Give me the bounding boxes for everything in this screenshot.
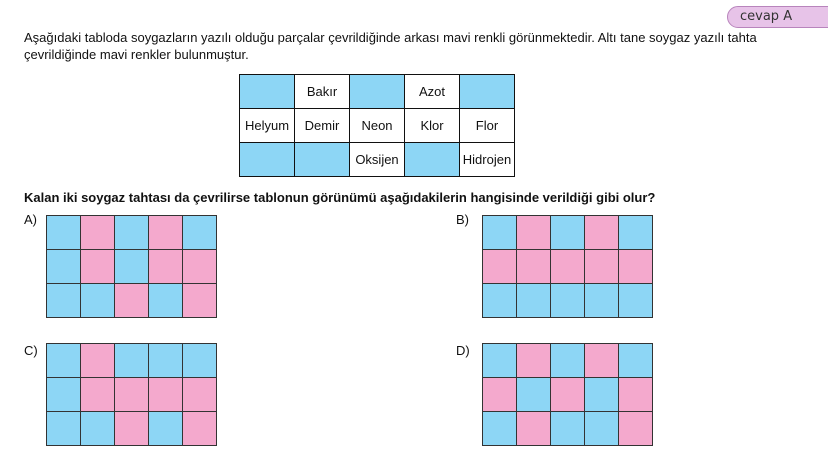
table-cell: Hidrojen — [460, 143, 515, 177]
grid-cell-blue — [517, 284, 551, 318]
grid-cell-pink — [115, 284, 149, 318]
grid-cell-blue — [619, 284, 653, 318]
table-cell — [405, 143, 460, 177]
grid-row — [483, 412, 653, 446]
option-d-label: D) — [456, 343, 470, 358]
grid-cell-pink — [183, 250, 217, 284]
option-a-grid[interactable] — [46, 215, 217, 318]
grid-cell-blue — [619, 344, 653, 378]
table-cell — [240, 75, 295, 109]
option-d-grid[interactable] — [482, 343, 653, 446]
grid-cell-pink — [483, 378, 517, 412]
grid-cell-pink — [551, 378, 585, 412]
grid-row — [483, 250, 653, 284]
grid-row — [47, 250, 217, 284]
grid-cell-pink — [619, 250, 653, 284]
grid-cell-blue — [149, 344, 183, 378]
grid-cell-blue — [115, 216, 149, 250]
grid-cell-pink — [585, 216, 619, 250]
grid-cell-blue — [183, 216, 217, 250]
option-c-grid[interactable] — [46, 343, 217, 446]
grid-cell-pink — [517, 412, 551, 446]
grid-cell-pink — [81, 344, 115, 378]
grid-cell-pink — [517, 250, 551, 284]
grid-cell-blue — [81, 412, 115, 446]
grid-cell-blue — [47, 216, 81, 250]
element-table — [239, 74, 515, 177]
grid-cell-pink — [183, 284, 217, 318]
grid-cell-pink — [115, 378, 149, 412]
grid-row — [483, 284, 653, 318]
grid-cell-pink — [183, 378, 217, 412]
grid-cell-pink — [517, 216, 551, 250]
grid-cell-pink — [517, 344, 551, 378]
grid-cell-pink — [585, 344, 619, 378]
grid-row — [47, 216, 217, 250]
grid-cell-blue — [551, 216, 585, 250]
grid-cell-pink — [619, 378, 653, 412]
table-cell — [460, 75, 515, 109]
grid-cell-blue — [47, 284, 81, 318]
table-row — [240, 109, 515, 143]
grid-cell-pink — [81, 216, 115, 250]
option-b-grid[interactable] — [482, 215, 653, 318]
question-text: Kalan iki soygaz tahtası da çevrilirse tablonun görünümü aşağıdakilerin hangisinde verildiği gibi olur? — [24, 190, 656, 205]
table-cell: Neon — [350, 109, 405, 143]
grid-cell-blue — [115, 250, 149, 284]
grid-cell-pink — [81, 378, 115, 412]
grid-row — [47, 378, 217, 412]
grid-cell-blue — [183, 344, 217, 378]
table-cell: Demir — [295, 109, 350, 143]
grid-cell-blue — [483, 344, 517, 378]
intro-text: Aşağıdaki tabloda soygazların yazılı olduğu parçalar çevrildiğinde arkası mavi renkli görünmektedir. Altı tane soygaz yazılı tahta çevrildiğinde mavi renkler bulunmuştur. — [24, 30, 757, 62]
table-row — [240, 143, 515, 177]
grid-cell-blue — [483, 216, 517, 250]
grid-cell-blue — [619, 216, 653, 250]
grid-row — [483, 378, 653, 412]
grid-cell-pink — [149, 216, 183, 250]
grid-cell-blue — [551, 284, 585, 318]
grid-cell-blue — [551, 412, 585, 446]
grid-cell-blue — [149, 412, 183, 446]
grid-cell-pink — [149, 250, 183, 284]
table-cell: Azot — [405, 75, 460, 109]
table-cell: Flor — [460, 109, 515, 143]
grid-cell-blue — [517, 378, 551, 412]
grid-row — [483, 216, 653, 250]
table-cell — [240, 143, 295, 177]
grid-cell-blue — [47, 344, 81, 378]
grid-cell-blue — [585, 412, 619, 446]
grid-row — [47, 344, 217, 378]
grid-cell-blue — [47, 412, 81, 446]
grid-cell-blue — [149, 284, 183, 318]
grid-cell-blue — [115, 344, 149, 378]
grid-cell-pink — [149, 378, 183, 412]
option-b-label: B) — [456, 212, 469, 227]
table-cell: Bakır — [295, 75, 350, 109]
grid-cell-pink — [619, 412, 653, 446]
table-row — [240, 75, 515, 109]
grid-cell-pink — [81, 250, 115, 284]
option-c-label: C) — [24, 343, 38, 358]
grid-cell-pink — [551, 250, 585, 284]
grid-cell-pink — [585, 250, 619, 284]
table-cell: Helyum — [240, 109, 295, 143]
grid-row — [483, 344, 653, 378]
table-cell — [295, 143, 350, 177]
grid-cell-pink — [483, 250, 517, 284]
grid-cell-blue — [585, 378, 619, 412]
table-cell: Klor — [405, 109, 460, 143]
grid-cell-pink — [115, 412, 149, 446]
table-cell — [350, 75, 405, 109]
grid-row — [47, 284, 217, 318]
grid-cell-blue — [483, 284, 517, 318]
option-a-label: A) — [24, 212, 37, 227]
table-cell: Oksijen — [350, 143, 405, 177]
grid-cell-pink — [183, 412, 217, 446]
grid-cell-blue — [551, 344, 585, 378]
grid-row — [47, 412, 217, 446]
grid-cell-blue — [47, 250, 81, 284]
grid-cell-blue — [47, 378, 81, 412]
grid-cell-blue — [585, 284, 619, 318]
grid-cell-blue — [483, 412, 517, 446]
answer-badge: cevap A — [727, 6, 828, 28]
grid-cell-blue — [81, 284, 115, 318]
